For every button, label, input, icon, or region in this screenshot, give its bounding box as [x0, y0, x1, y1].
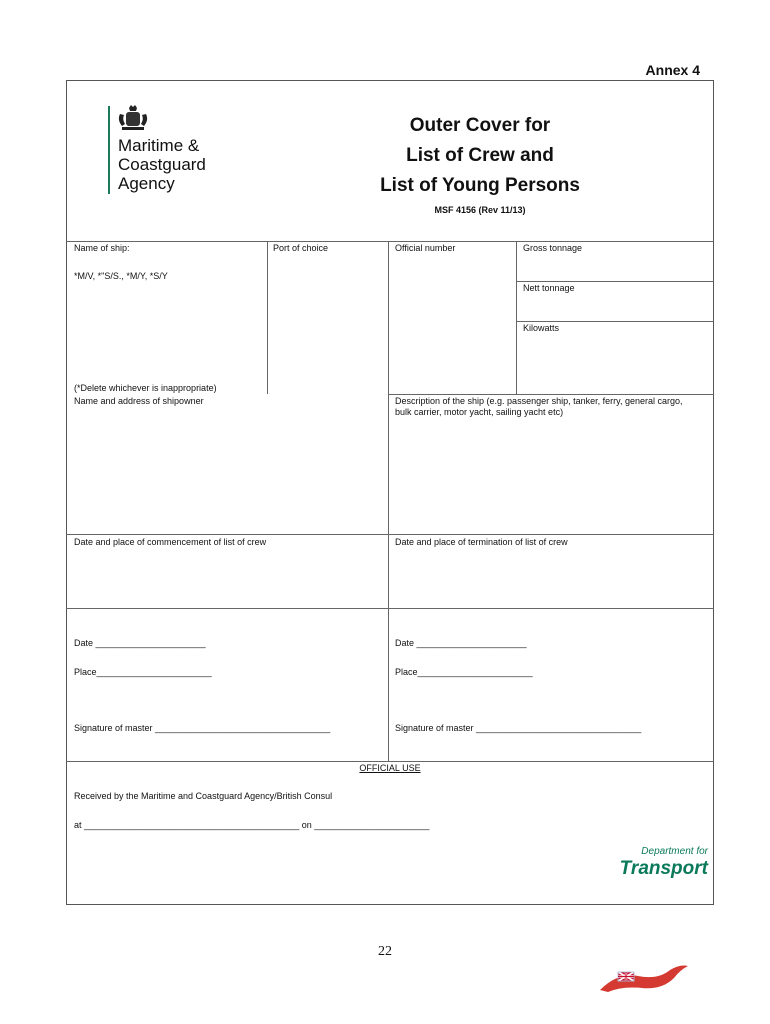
annex-label: Annex 4 [645, 62, 700, 78]
left-place-field[interactable]: Place_______________________ [74, 667, 212, 677]
left-signature-field[interactable]: Signature of master ___________________________________ [74, 723, 331, 733]
logo-line-2: Coastguard [118, 155, 206, 174]
form-code: MSF 4156 (Rev 11/13) [434, 205, 526, 215]
col-line-sign [388, 608, 389, 761]
official-number-label: Official number [395, 243, 456, 253]
row-line-top [66, 241, 714, 242]
royal-crest-icon [116, 104, 150, 132]
ship-description-label: Description of the ship (e.g. passenger ship, tanker, ferry, general cargo, bulk carrier, motor yacht, sailing yacht etc) [395, 396, 683, 417]
right-signature-field[interactable]: Signature of master _________________________________ [395, 723, 642, 733]
received-at-on-field[interactable]: at ___________________________________________ on _______________________ [74, 820, 430, 830]
col-line-tonnage [516, 241, 517, 394]
row-line-nett [516, 321, 714, 322]
dft-logo [604, 846, 708, 880]
port-of-choice-label: Port of choice [273, 243, 329, 253]
row-line-commence [66, 534, 714, 535]
official-use-heading: OFFICIAL USE [359, 763, 421, 773]
commencement-label: Date and place of commencement of list of crew [74, 537, 267, 547]
page-number: 22 [378, 944, 392, 959]
logo-line-3: Agency [118, 174, 175, 193]
right-date-field[interactable]: Date ______________________ [395, 638, 527, 648]
title-line-3: List of Young Persons [380, 175, 580, 196]
delete-note: (*Delete whichever is inappropriate) [74, 383, 217, 393]
dft-logo-line-2: Transport [619, 858, 708, 879]
gross-tonnage-label: Gross tonnage [523, 243, 583, 253]
row-line-desc [388, 394, 714, 395]
row-line-sign [66, 608, 714, 609]
name-of-ship-label: Name of ship: [74, 243, 130, 253]
logo-divider-line [108, 106, 110, 194]
nett-tonnage-label: Nett tonnage [523, 283, 575, 293]
kilowatts-label: Kilowatts [523, 323, 560, 333]
mca-logo [104, 104, 234, 196]
title-line-2: List of Crew and [406, 145, 554, 166]
red-ensign-wave-icon [598, 962, 690, 994]
right-place-field[interactable]: Place_______________________ [395, 667, 533, 677]
title-line-1: Outer Cover for [409, 115, 551, 136]
row-line-gross [516, 281, 714, 282]
logo-line-1: Maritime & [118, 136, 200, 155]
termination-label: Date and place of termination of list of crew [395, 537, 568, 547]
col-line-port [267, 241, 268, 394]
shipowner-label: Name and address of shipowner [74, 396, 204, 406]
ship-prefixes: *M/V, *"S/S., *M/Y, *S/Y [74, 271, 168, 281]
left-date-field[interactable]: Date ______________________ [74, 638, 206, 648]
dft-logo-line-1: Department for [641, 846, 708, 857]
form-frame [66, 80, 714, 905]
row-line-official [66, 761, 714, 762]
received-by-text: Received by the Maritime and Coastguard Agency/British Consul [74, 791, 333, 801]
col-line-mid [388, 241, 389, 609]
